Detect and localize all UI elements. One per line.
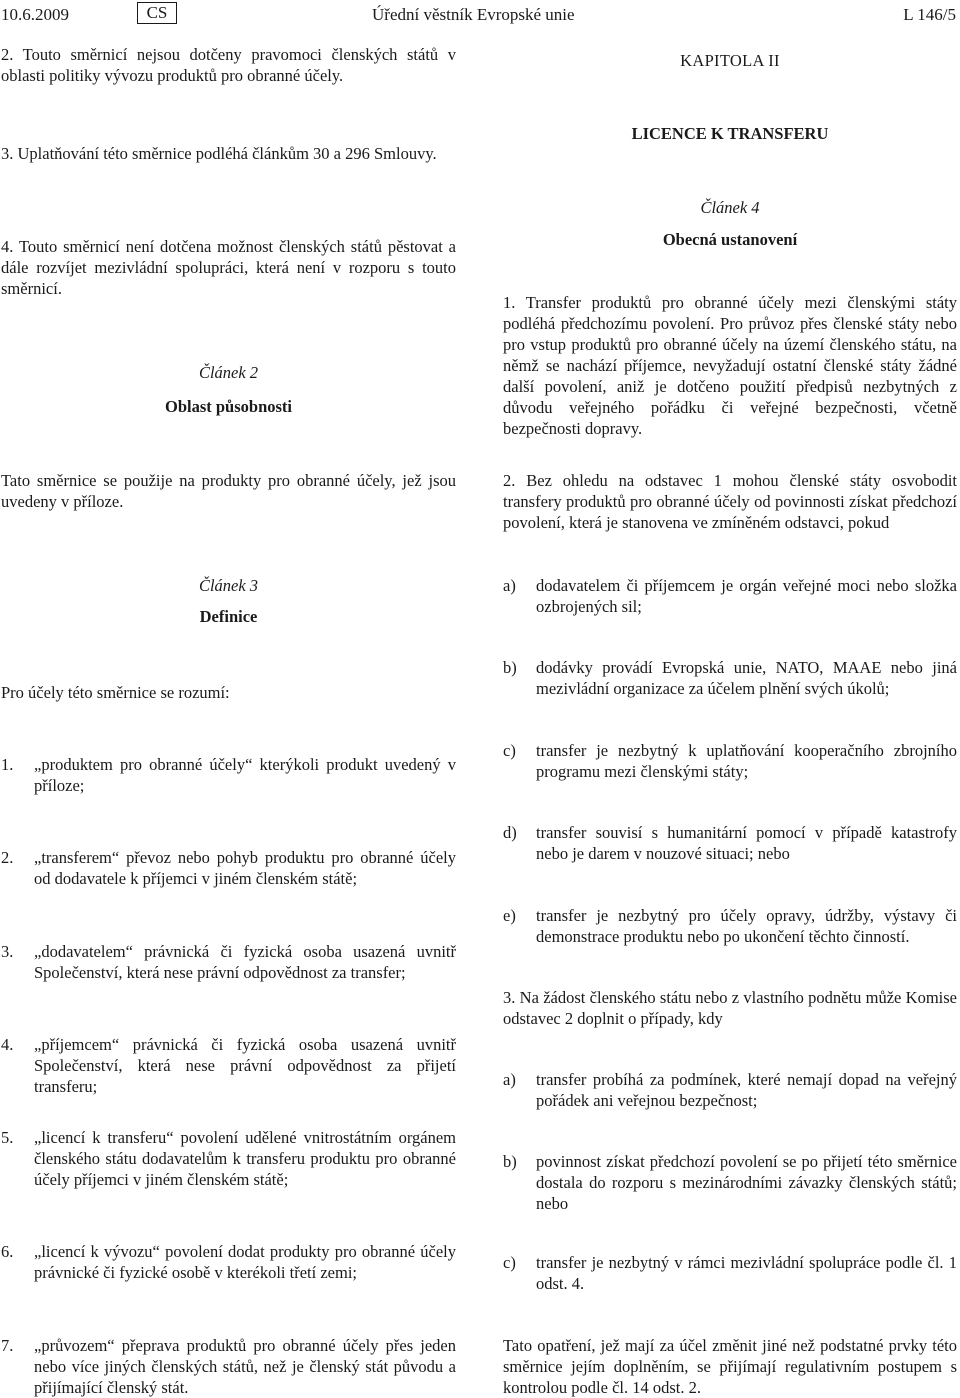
- list-marker: a): [503, 576, 516, 595]
- list-text: dodavatelem či příjemcem je orgán veřejné moci nebo složka ozbrojených sil;: [536, 576, 957, 616]
- list-item: [503, 575, 957, 617]
- list-marker: c): [503, 741, 516, 760]
- list-marker: b): [503, 658, 517, 677]
- right-paragraph-2: 2. Bez ohledu na odstavec 1 mohou členské státy osvobodit transfery produktů pro obranné účely od povinnosti získat předchozí povolení, která je stanovena ve zmíněném odstavci, pokud: [503, 471, 957, 532]
- journal-title: Úřední věstník Evropské unie: [372, 5, 575, 24]
- list-marker: c): [503, 1253, 516, 1272]
- definition-text: „licencí k transferu“ povolení udělené vnitrostátním orgánem členského státu dodavatelům k transferu produktu pro obranné účely příjemci v jiném členském státě;: [34, 1128, 456, 1189]
- definition-item: [1, 1127, 456, 1190]
- list-text: transfer je nezbytný pro účely opravy, údržby, výstavy či demonstrace produktu nebo po ukončení těchto činností.: [536, 906, 957, 946]
- definition-number: 5.: [1, 1128, 14, 1147]
- definition-number: 1.: [1, 755, 14, 774]
- definition-item: [1, 847, 456, 889]
- article-2-title: Oblast působnosti: [164, 397, 292, 416]
- definition-item: [1, 754, 456, 796]
- list-item: [503, 905, 957, 947]
- article-3-intro: Pro účely této směrnice se rozumí:: [1, 683, 230, 702]
- chapter-label: KAPITOLA II: [680, 51, 780, 70]
- left-paragraph-2: 2. Touto směrnicí nejsou dotčeny pravomoci členských států v oblasti politiky vývozu produktů pro obranné účely.: [1, 45, 456, 85]
- left-paragraph-3: 3. Uplatňování této směrnice podléhá článkům 30 a 296 Smlouvy.: [1, 144, 437, 163]
- definition-number: 6.: [1, 1242, 14, 1261]
- definition-number: 4.: [1, 1035, 14, 1054]
- right-paragraph-1: 1. Transfer produktů pro obranné účely mezi členskými státy podléhá předchozímu povolení. Pro průvoz přes členské státy nebo pro vstup produktů pro obranné účely na území členského státu, na němž se nachází příjemce, nevyžadují ostatní členské státy žádné další povolení, aniž je dotčeno použití předpisů nezbytných z důvodu veřejného pořádku či veřejné bezpečnosti, včetně bezpečnosti dopravy.: [503, 293, 957, 438]
- definition-text: „produktem pro obranné účely“ kterýkoli produkt uvedený v příloze;: [34, 755, 456, 795]
- definition-item: [1, 1034, 456, 1097]
- list-text: transfer probíhá za podmínek, které nemají dopad na veřejný pořádek ani veřejnou bezpečnost;: [536, 1070, 957, 1110]
- definition-text: „příjemcem“ právnická či fyzická osoba usazená uvnitř Společenství, která nese právní odpovědnost za přijetí transferu;: [34, 1035, 456, 1096]
- definition-text: „licencí k vývozu“ povolení dodat produkty pro obranné účely právnické či fyzické osobě v kterékoli třetí zemi;: [34, 1242, 456, 1282]
- list-text: transfer souvisí s humanitární pomocí v případě katastrofy nebo je darem v nouzové situaci; nebo: [536, 823, 957, 863]
- article-3-label: Článek 3: [198, 576, 259, 595]
- definition-text: „transferem“ převoz nebo pohyb produktu pro obranné účely od dodavatele k příjemci v jiném členském státě;: [34, 848, 456, 888]
- list-item: [503, 822, 957, 864]
- article-2-text: Tato směrnice se použije na produkty pro obranné účely, jež jsou uvedeny v příloze.: [1, 471, 456, 511]
- article-3-title: Definice: [199, 607, 258, 626]
- list-item: [503, 740, 957, 782]
- list-item: [503, 657, 957, 699]
- list-text: transfer je nezbytný k uplatňování kooperačního zbrojního programu mezi členskými státy;: [536, 741, 957, 781]
- language-badge: CS: [137, 2, 177, 24]
- definition-item: [1, 1335, 456, 1398]
- definition-number: 7.: [1, 1336, 14, 1355]
- list-text: dodávky provádí Evropská unie, NATO, MAAE nebo jiná mezivládní organizace za účelem plnění svých úkolů;: [536, 658, 957, 698]
- right-paragraph-3: 3. Na žádost členského státu nebo z vlastního podnětu může Komise odstavec 2 doplnit o případy, kdy: [503, 988, 957, 1028]
- definition-text: „průvozem“ přeprava produktů pro obranné účely přes jeden nebo více jiných členských států, než je členský stát původu a přijímající členský stát.: [34, 1336, 456, 1397]
- list-text: transfer je nezbytný v rámci mezivládní spolupráce podle čl. 1 odst. 4.: [536, 1253, 957, 1293]
- list-text: povinnost získat předchozí povolení se po přijetí této směrnice dostala do rozporu s mezinárodními závazky členských států; nebo: [536, 1152, 957, 1213]
- definition-number: 3.: [1, 942, 14, 961]
- page-reference: L 146/5: [903, 5, 956, 24]
- page-header: [0, 2, 960, 26]
- closing-paragraph: Tato opatření, jež mají za účel změnit jiné než podstatné prvky této směrnice jejím doplněním, se přijímají regulativním postupem s kontrolou podle čl. 14 odst. 2.: [503, 1336, 957, 1397]
- list-item: [503, 1069, 957, 1111]
- definition-text: „dodavatelem“ právnická či fyzická osoba usazená uvnitř Společenství, která nese právní odpovědnost za transfer;: [34, 942, 456, 982]
- list-item: [503, 1252, 957, 1294]
- list-marker: b): [503, 1152, 517, 1171]
- definition-number: 2.: [1, 848, 14, 867]
- article-2-label: Článek 2: [198, 363, 259, 382]
- article-4-title: Obecná ustanovení: [662, 230, 798, 249]
- article-4-label: Článek 4: [700, 198, 760, 217]
- list-item: [503, 1151, 957, 1214]
- left-paragraph-4: 4. Touto směrnicí není dotčena možnost členských států pěstovat a dále rozvíjet mezivládní spolupráci, která není v rozporu s touto směrnicí.: [1, 237, 456, 298]
- definition-item: [1, 941, 456, 983]
- list-marker: d): [503, 823, 517, 842]
- chapter-title: LICENCE K TRANSFERU: [631, 124, 829, 143]
- header-date: 10.6.2009: [1, 5, 69, 24]
- definition-item: [1, 1241, 456, 1283]
- list-marker: a): [503, 1070, 516, 1089]
- list-marker: e): [503, 906, 516, 925]
